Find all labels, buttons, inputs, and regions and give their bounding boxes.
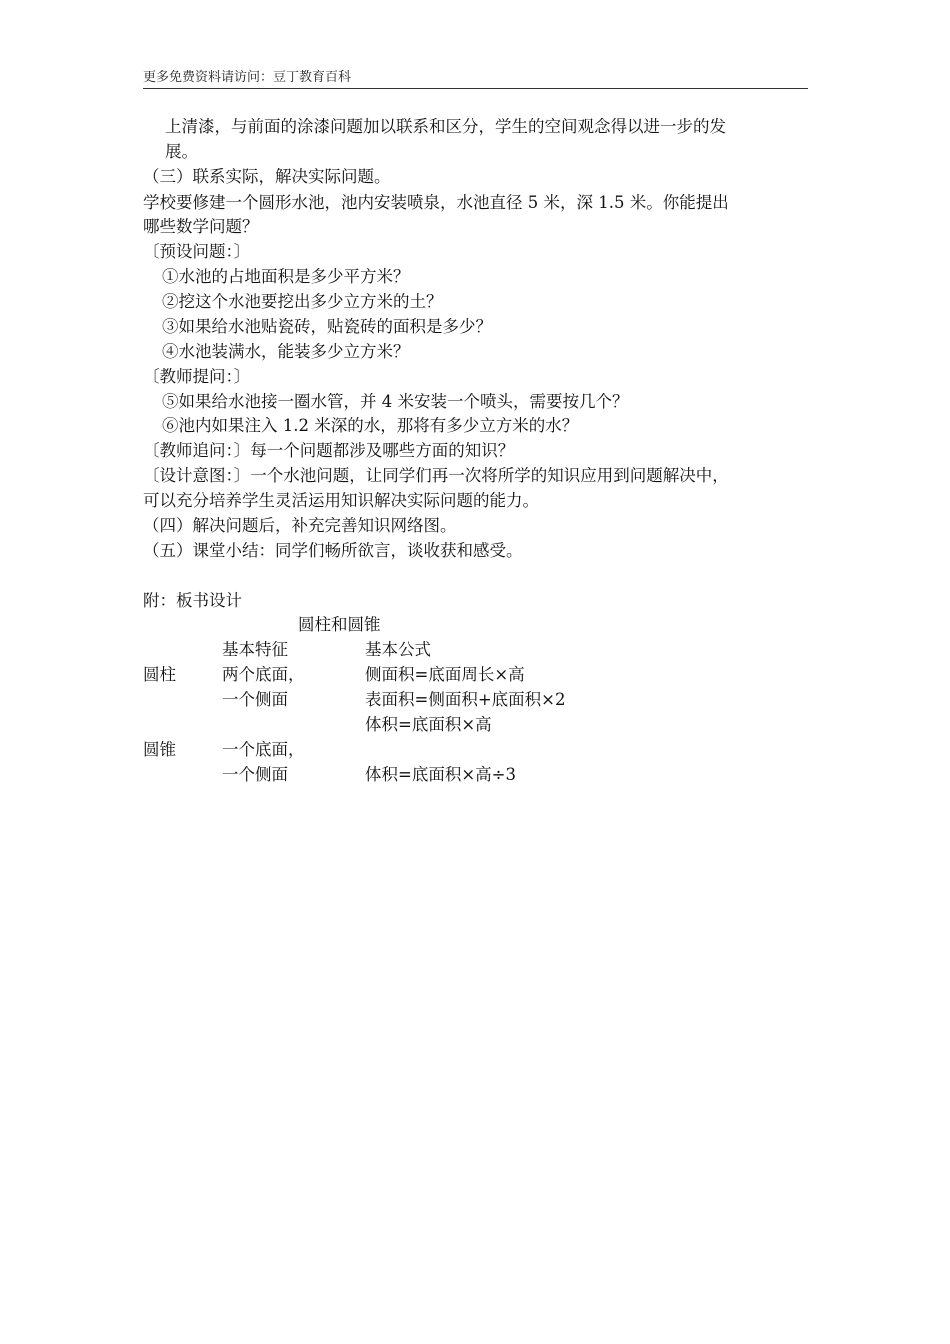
section-heading-4: （四）解决问题后，补充完善知识网络图。 — [143, 516, 457, 535]
paragraph-line: 哪些数学问题？ — [143, 217, 259, 236]
cone-formula: 体积=底面积×高÷3 — [365, 765, 516, 784]
column-header-features: 基本特征 — [222, 640, 288, 659]
cylinder-formula: 侧面积=底面周长×高 — [365, 665, 525, 684]
design-intent-line: 可以充分培养学生灵活运用知识解决实际问题的能力。 — [143, 491, 539, 510]
cone-feature: 一个侧面 — [222, 765, 288, 784]
paragraph-line: 上清漆，与前面的涂漆问题加以联系和区分，学生的空间观念得以进一步的发 — [165, 117, 726, 136]
list-item: ④水池装满水，能装多少立方米？ — [162, 342, 410, 361]
section-heading-5: （五）课堂小结：同学们畅所欲言，谈收获和感受。 — [143, 541, 523, 560]
cylinder-formula: 表面积=侧面积+底面积×2 — [365, 690, 566, 709]
paragraph-line: 展。 — [165, 142, 198, 161]
cylinder-formula: 体积=底面积×高 — [365, 715, 492, 734]
cylinder-feature: 一个侧面 — [222, 690, 288, 709]
row-label-cone: 圆锥 — [143, 740, 176, 759]
board-title: 圆柱和圆锥 — [298, 615, 381, 634]
page-header: 更多免费资料请访问：豆丁教育百科 — [143, 70, 808, 89]
teacher-question-label: 〔教师提问：〕 — [143, 367, 251, 386]
list-item: ②挖这个水池要挖出多少立方米的土？ — [162, 292, 443, 311]
column-header-formulas: 基本公式 — [365, 640, 431, 659]
row-label-cylinder: 圆柱 — [143, 665, 176, 684]
teacher-follow-up: 〔教师追问：〕每一个问题都涉及哪些方面的知识？ — [143, 441, 515, 460]
preset-questions-label: 〔预设问题：〕 — [143, 242, 251, 261]
cylinder-feature: 两个底面， — [222, 665, 305, 684]
list-item: ⑥池内如果注入 1.2 米深的水，那将有多少立方米的水？ — [162, 416, 579, 435]
list-item: ①水池的占地面积是多少平方米？ — [162, 267, 410, 286]
list-item: ③如果给水池贴瓷砖，贴瓷砖的面积是多少？ — [162, 317, 492, 336]
cone-feature: 一个底面， — [222, 740, 305, 759]
design-intent-line: 〔设计意图：〕一个水池问题，让同学们再一次将所学的知识应用到问题解决中， — [143, 466, 729, 485]
board-design-label: 附：板书设计 — [143, 591, 242, 610]
paragraph-line: 学校要修建一个圆形水池，池内安装喷泉，水池直径 5 米，深 1.5 米。你能提出 — [143, 193, 729, 212]
list-item: ⑤如果给水池接一圈水管，并 4 米安装一个喷头，需要按几个？ — [162, 392, 629, 411]
section-heading-3: （三）联系实际，解决实际问题。 — [143, 167, 391, 186]
